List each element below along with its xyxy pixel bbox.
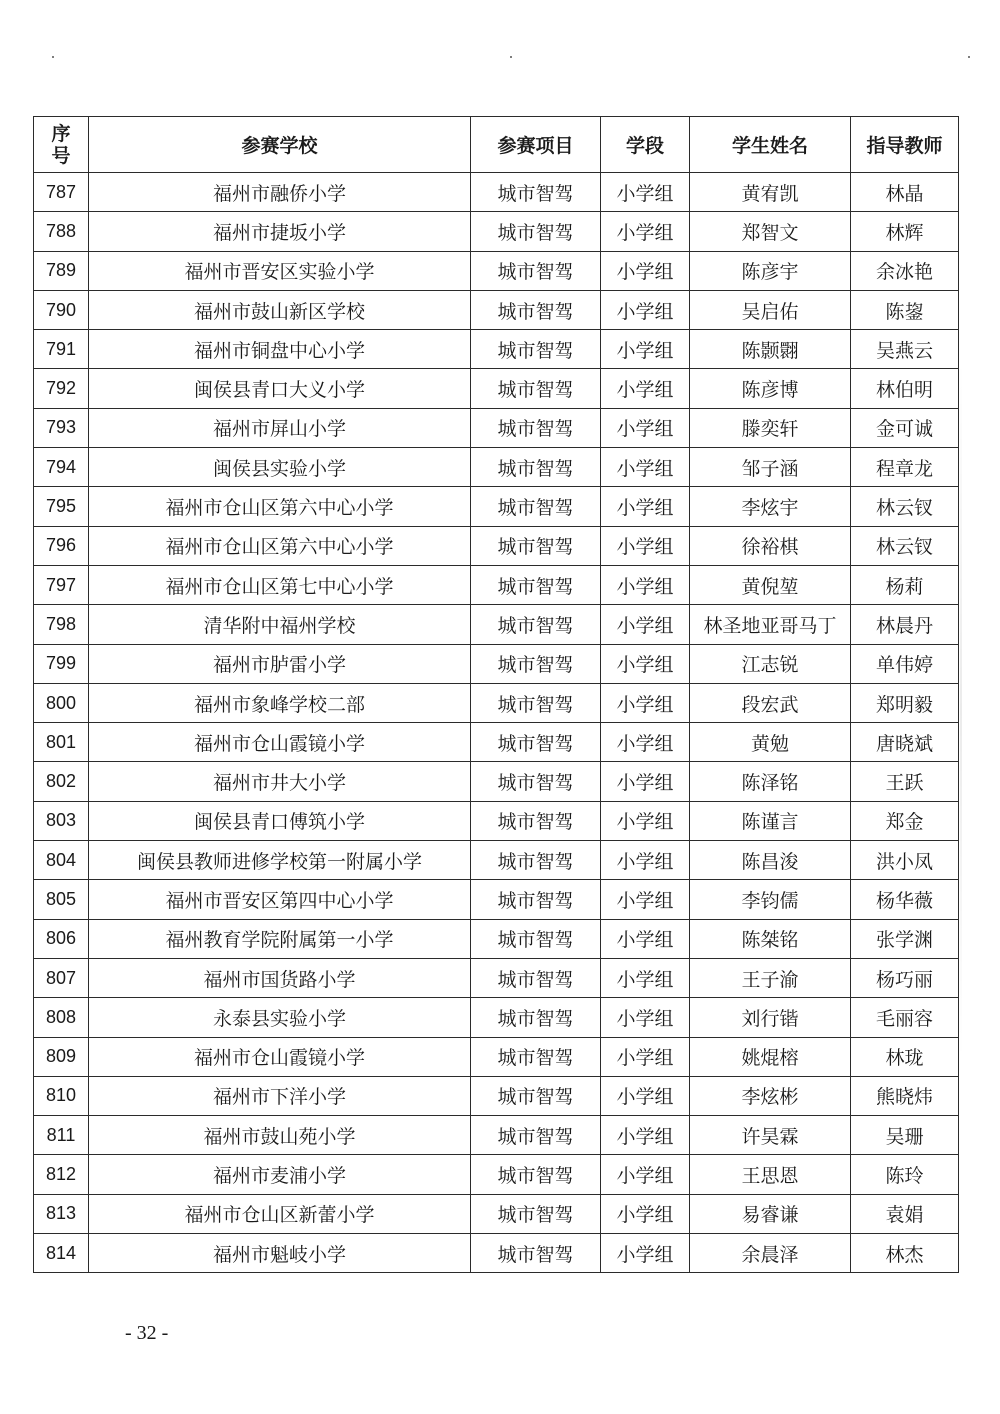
cell-school: 福州市晋安区实验小学 [89, 251, 471, 290]
table-row [34, 1116, 959, 1155]
cell-school: 福州市鼓山苑小学 [89, 1116, 471, 1155]
cell-student: 黄勉 [690, 723, 851, 762]
cell-index: 812 [34, 1155, 89, 1194]
cell-stage: 小学组 [601, 448, 690, 487]
header-index-line2: 号 [51, 144, 71, 167]
cell-stage: 小学组 [601, 644, 690, 683]
cell-index: 814 [34, 1234, 89, 1273]
table-row [34, 1194, 959, 1233]
cell-stage: 小学组 [601, 762, 690, 801]
cell-teacher: 杨莉 [851, 565, 959, 604]
cell-event: 城市智驾 [471, 330, 601, 369]
cell-school: 闽侯县青口大义小学 [89, 369, 471, 408]
table-row [34, 487, 959, 526]
cell-student: 林圣地亚哥马丁 [690, 605, 851, 644]
table-row [34, 1037, 959, 1076]
cell-teacher: 王跃 [851, 762, 959, 801]
cell-stage: 小学组 [601, 880, 690, 919]
cell-index: 792 [34, 369, 89, 408]
cell-stage: 小学组 [601, 290, 690, 329]
cell-student: 王思恩 [690, 1155, 851, 1194]
cell-school: 福州市魁岐小学 [89, 1234, 471, 1273]
cell-index: 810 [34, 1076, 89, 1115]
table-row [34, 1076, 959, 1115]
table-row [34, 1234, 959, 1273]
table-row [34, 644, 959, 683]
cell-event: 城市智驾 [471, 1076, 601, 1115]
cell-student: 黄倪堃 [690, 565, 851, 604]
cell-teacher: 杨华薇 [851, 880, 959, 919]
table-header-row [34, 117, 959, 173]
cell-student: 王子渝 [690, 958, 851, 997]
cell-teacher: 洪小凤 [851, 841, 959, 880]
cell-student: 郑智文 [690, 212, 851, 251]
cell-stage: 小学组 [601, 1076, 690, 1115]
cell-student: 滕奕轩 [690, 408, 851, 447]
cell-student: 吴启佑 [690, 290, 851, 329]
scan-dot-right [968, 56, 970, 58]
cell-index: 794 [34, 448, 89, 487]
cell-index: 813 [34, 1194, 89, 1233]
table-body [34, 173, 959, 1273]
header-event: 参赛项目 [471, 117, 601, 173]
cell-student: 易睿谦 [690, 1194, 851, 1233]
cell-index: 806 [34, 919, 89, 958]
table-row [34, 408, 959, 447]
participant-table [33, 116, 959, 1273]
cell-index: 801 [34, 723, 89, 762]
table-row [34, 173, 959, 212]
cell-index: 793 [34, 408, 89, 447]
cell-teacher: 吴珊 [851, 1116, 959, 1155]
cell-student: 陈昌浚 [690, 841, 851, 880]
cell-student: 李钧儒 [690, 880, 851, 919]
cell-stage: 小学组 [601, 173, 690, 212]
cell-event: 城市智驾 [471, 487, 601, 526]
table-row [34, 998, 959, 1037]
table-row [34, 723, 959, 762]
cell-teacher: 熊晓炜 [851, 1076, 959, 1115]
cell-teacher: 郑明毅 [851, 683, 959, 722]
cell-school: 福州市鼓山新区学校 [89, 290, 471, 329]
cell-index: 800 [34, 683, 89, 722]
cell-student: 邹子涵 [690, 448, 851, 487]
cell-stage: 小学组 [601, 723, 690, 762]
cell-stage: 小学组 [601, 1037, 690, 1076]
cell-school: 福州市仓山霞镜小学 [89, 1037, 471, 1076]
cell-school: 福州市融侨小学 [89, 173, 471, 212]
cell-school: 福州市象峰学校二部 [89, 683, 471, 722]
cell-stage: 小学组 [601, 251, 690, 290]
cell-index: 798 [34, 605, 89, 644]
cell-index: 789 [34, 251, 89, 290]
table-row [34, 212, 959, 251]
table-row [34, 762, 959, 801]
cell-stage: 小学组 [601, 841, 690, 880]
cell-teacher: 单伟婷 [851, 644, 959, 683]
cell-index: 788 [34, 212, 89, 251]
table-row [34, 841, 959, 880]
table-row [34, 1155, 959, 1194]
cell-teacher: 余冰艳 [851, 251, 959, 290]
cell-index: 799 [34, 644, 89, 683]
cell-school: 福州教育学院附属第一小学 [89, 919, 471, 958]
cell-event: 城市智驾 [471, 723, 601, 762]
cell-event: 城市智驾 [471, 841, 601, 880]
cell-school: 闽侯县教师进修学校第一附属小学 [89, 841, 471, 880]
cell-teacher: 金可诚 [851, 408, 959, 447]
cell-index: 797 [34, 565, 89, 604]
cell-index: 809 [34, 1037, 89, 1076]
cell-event: 城市智驾 [471, 1037, 601, 1076]
cell-school: 福州市捷坂小学 [89, 212, 471, 251]
cell-teacher: 林珑 [851, 1037, 959, 1076]
cell-event: 城市智驾 [471, 448, 601, 487]
cell-stage: 小学组 [601, 1194, 690, 1233]
cell-school: 福州市国货路小学 [89, 958, 471, 997]
table-row [34, 919, 959, 958]
cell-teacher: 唐晓斌 [851, 723, 959, 762]
scan-shadow [960, 360, 962, 1060]
cell-school: 永泰县实验小学 [89, 998, 471, 1037]
header-index [34, 117, 89, 173]
cell-stage: 小学组 [601, 212, 690, 251]
cell-student: 段宏武 [690, 683, 851, 722]
cell-student: 陈彦宇 [690, 251, 851, 290]
table-row [34, 369, 959, 408]
cell-event: 城市智驾 [471, 801, 601, 840]
cell-event: 城市智驾 [471, 173, 601, 212]
table-row [34, 251, 959, 290]
cell-stage: 小学组 [601, 408, 690, 447]
cell-stage: 小学组 [601, 330, 690, 369]
page-number: - 32 - [125, 1322, 169, 1344]
cell-school: 闽侯县青口傅筑小学 [89, 801, 471, 840]
table-row [34, 565, 959, 604]
cell-teacher: 袁娟 [851, 1194, 959, 1233]
cell-event: 城市智驾 [471, 762, 601, 801]
cell-school: 福州市仓山区第六中心小学 [89, 526, 471, 565]
cell-event: 城市智驾 [471, 565, 601, 604]
table-row [34, 526, 959, 565]
cell-school: 闽侯县实验小学 [89, 448, 471, 487]
cell-index: 790 [34, 290, 89, 329]
cell-teacher: 林云钗 [851, 526, 959, 565]
cell-index: 791 [34, 330, 89, 369]
cell-student: 陈谨言 [690, 801, 851, 840]
cell-student: 江志锐 [690, 644, 851, 683]
table-row [34, 958, 959, 997]
cell-student: 陈泽铭 [690, 762, 851, 801]
cell-stage: 小学组 [601, 1155, 690, 1194]
cell-event: 城市智驾 [471, 1194, 601, 1233]
cell-school: 清华附中福州学校 [89, 605, 471, 644]
cell-student: 李炫宇 [690, 487, 851, 526]
cell-index: 802 [34, 762, 89, 801]
cell-stage: 小学组 [601, 369, 690, 408]
cell-student: 李炫彬 [690, 1076, 851, 1115]
cell-index: 796 [34, 526, 89, 565]
table-row [34, 448, 959, 487]
cell-student: 姚焜榕 [690, 1037, 851, 1076]
cell-teacher: 张学渊 [851, 919, 959, 958]
cell-stage: 小学组 [601, 801, 690, 840]
cell-index: 807 [34, 958, 89, 997]
cell-student: 陈桀铭 [690, 919, 851, 958]
cell-teacher: 林晶 [851, 173, 959, 212]
cell-event: 城市智驾 [471, 408, 601, 447]
cell-index: 805 [34, 880, 89, 919]
cell-stage: 小学组 [601, 565, 690, 604]
scan-dot-center [510, 56, 512, 58]
cell-school: 福州市铜盘中心小学 [89, 330, 471, 369]
header-stage: 学段 [601, 117, 690, 173]
cell-event: 城市智驾 [471, 1116, 601, 1155]
cell-event: 城市智驾 [471, 251, 601, 290]
cell-event: 城市智驾 [471, 998, 601, 1037]
cell-index: 811 [34, 1116, 89, 1155]
cell-event: 城市智驾 [471, 644, 601, 683]
cell-student: 徐裕棋 [690, 526, 851, 565]
header-school: 参赛学校 [89, 117, 471, 173]
cell-stage: 小学组 [601, 526, 690, 565]
cell-stage: 小学组 [601, 919, 690, 958]
cell-stage: 小学组 [601, 1116, 690, 1155]
cell-school: 福州市仓山区第七中心小学 [89, 565, 471, 604]
cell-event: 城市智驾 [471, 919, 601, 958]
header-teacher: 指导教师 [851, 117, 959, 173]
cell-teacher: 林云钗 [851, 487, 959, 526]
cell-stage: 小学组 [601, 958, 690, 997]
cell-index: 787 [34, 173, 89, 212]
cell-school: 福州市胪雷小学 [89, 644, 471, 683]
cell-teacher: 毛丽容 [851, 998, 959, 1037]
cell-school: 福州市麦浦小学 [89, 1155, 471, 1194]
cell-student: 刘行锴 [690, 998, 851, 1037]
cell-event: 城市智驾 [471, 683, 601, 722]
cell-stage: 小学组 [601, 487, 690, 526]
cell-stage: 小学组 [601, 1234, 690, 1273]
cell-teacher: 陈鋆 [851, 290, 959, 329]
cell-teacher: 林伯明 [851, 369, 959, 408]
cell-event: 城市智驾 [471, 526, 601, 565]
cell-school: 福州市屏山小学 [89, 408, 471, 447]
cell-teacher: 林晨丹 [851, 605, 959, 644]
cell-event: 城市智驾 [471, 1155, 601, 1194]
table-row [34, 290, 959, 329]
cell-event: 城市智驾 [471, 1234, 601, 1273]
cell-event: 城市智驾 [471, 290, 601, 329]
cell-stage: 小学组 [601, 998, 690, 1037]
cell-teacher: 林辉 [851, 212, 959, 251]
cell-teacher: 陈玲 [851, 1155, 959, 1194]
cell-teacher: 郑金 [851, 801, 959, 840]
cell-school: 福州市仓山区新蕾小学 [89, 1194, 471, 1233]
cell-stage: 小学组 [601, 605, 690, 644]
table-row [34, 880, 959, 919]
cell-index: 803 [34, 801, 89, 840]
table-row [34, 605, 959, 644]
table-row [34, 801, 959, 840]
table-row [34, 683, 959, 722]
cell-student: 黄宥凯 [690, 173, 851, 212]
cell-school: 福州市仓山区第六中心小学 [89, 487, 471, 526]
header-index-line1: 序 [51, 122, 71, 145]
cell-teacher: 杨巧丽 [851, 958, 959, 997]
cell-student: 陈彦博 [690, 369, 851, 408]
cell-event: 城市智驾 [471, 958, 601, 997]
cell-stage: 小学组 [601, 683, 690, 722]
cell-student: 余晨泽 [690, 1234, 851, 1273]
cell-school: 福州市仓山霞镜小学 [89, 723, 471, 762]
cell-teacher: 林杰 [851, 1234, 959, 1273]
cell-school: 福州市井大小学 [89, 762, 471, 801]
cell-student: 陈颢翾 [690, 330, 851, 369]
cell-event: 城市智驾 [471, 212, 601, 251]
cell-teacher: 吴燕云 [851, 330, 959, 369]
cell-event: 城市智驾 [471, 369, 601, 408]
cell-index: 808 [34, 998, 89, 1037]
cell-student: 许昊霖 [690, 1116, 851, 1155]
scan-dot-left [52, 56, 54, 58]
cell-index: 795 [34, 487, 89, 526]
cell-event: 城市智驾 [471, 605, 601, 644]
table-row [34, 330, 959, 369]
header-student: 学生姓名 [690, 117, 851, 173]
cell-school: 福州市下洋小学 [89, 1076, 471, 1115]
cell-school: 福州市晋安区第四中心小学 [89, 880, 471, 919]
cell-index: 804 [34, 841, 89, 880]
cell-teacher: 程章龙 [851, 448, 959, 487]
cell-event: 城市智驾 [471, 880, 601, 919]
